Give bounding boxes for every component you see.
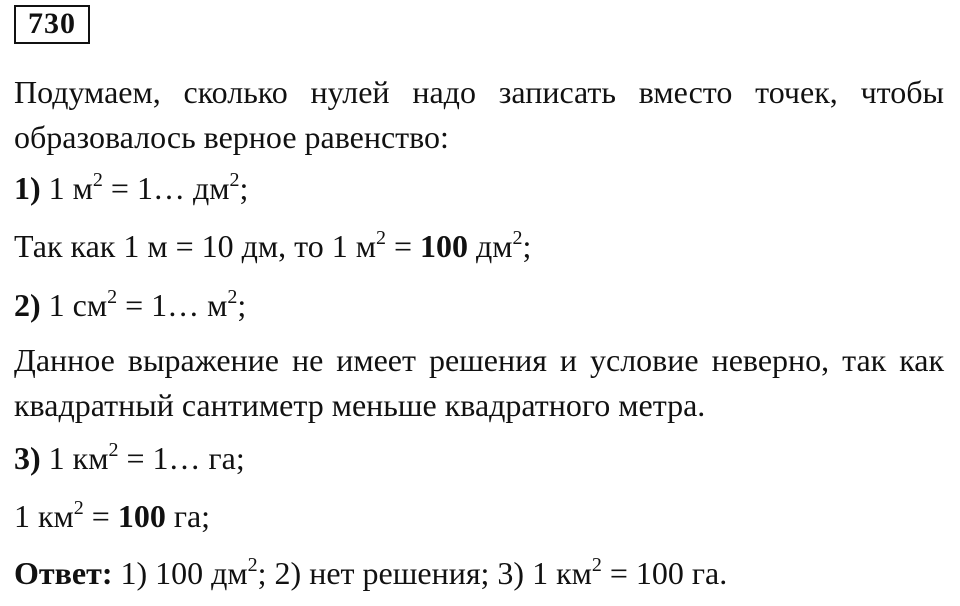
intro-paragraph: Подумаем, сколько нулей надо записать вместо точек, чтобы образовалось верное равенство: xyxy=(14,74,944,155)
item-1-exp-right: 2 xyxy=(229,169,240,191)
explain-3-pre: 1 км xyxy=(14,498,74,534)
explain-1-unit: дм xyxy=(468,228,513,264)
explain-3-mid: = xyxy=(83,498,118,534)
item-1-statement xyxy=(14,166,248,210)
item-1-label: 1) xyxy=(14,170,41,206)
item-3-statement xyxy=(14,436,245,480)
explain-3-end: га; xyxy=(165,498,211,534)
answer-part-2: ; 2) нет решения; 3) 1 км xyxy=(257,555,592,591)
item-3-label: 3) xyxy=(14,440,41,476)
answer-exp-1: 2 xyxy=(247,554,258,576)
item-2-label: 2) xyxy=(14,287,41,323)
answer-part-3: = 100 га. xyxy=(601,555,728,591)
explain-1-end: ; xyxy=(522,228,532,264)
explain-3-exp: 2 xyxy=(73,497,84,519)
answer-label: Ответ: xyxy=(14,555,113,591)
item-2-left: 1 см xyxy=(48,287,108,323)
item-1-end: ; xyxy=(239,170,249,206)
answer-line xyxy=(14,551,727,595)
item-1-mid: = 1… дм xyxy=(102,170,230,206)
item-2-end: ; xyxy=(237,287,247,323)
item-1-exp-left: 2 xyxy=(92,169,103,191)
item-2-explanation: Данное выражение не имеет решения и условие неверно, так как квадратный сантиметр меньше квадратного метра. xyxy=(14,342,944,423)
item-1-left: 1 м xyxy=(48,170,93,206)
item-2-mid: = 1… м xyxy=(117,287,228,323)
problem-number-box xyxy=(14,5,90,44)
explain-1-exp-right: 2 xyxy=(512,227,523,249)
explain-1-exp-left: 2 xyxy=(375,227,386,249)
answer-part-1: 1) 100 дм xyxy=(112,555,248,591)
item-1-explanation xyxy=(14,224,531,268)
explain-1-result: 100 xyxy=(420,228,468,264)
item-2-exp-right: 2 xyxy=(227,286,238,308)
problem-number: 730 xyxy=(28,7,76,40)
answer-exp-2: 2 xyxy=(591,554,602,576)
item-3-explanation xyxy=(14,494,210,538)
item-3-left: 1 км xyxy=(48,440,109,476)
item-3-exp: 2 xyxy=(108,439,119,461)
item-2-exp-left: 2 xyxy=(107,286,118,308)
explain-1-mid: = xyxy=(385,228,420,264)
item-3-end: = 1… га; xyxy=(118,440,245,476)
explain-1-pre: Так как 1 м = 10 дм, то 1 м xyxy=(14,228,376,264)
item-2-statement xyxy=(14,283,246,327)
explain-3-result: 100 xyxy=(117,498,166,534)
